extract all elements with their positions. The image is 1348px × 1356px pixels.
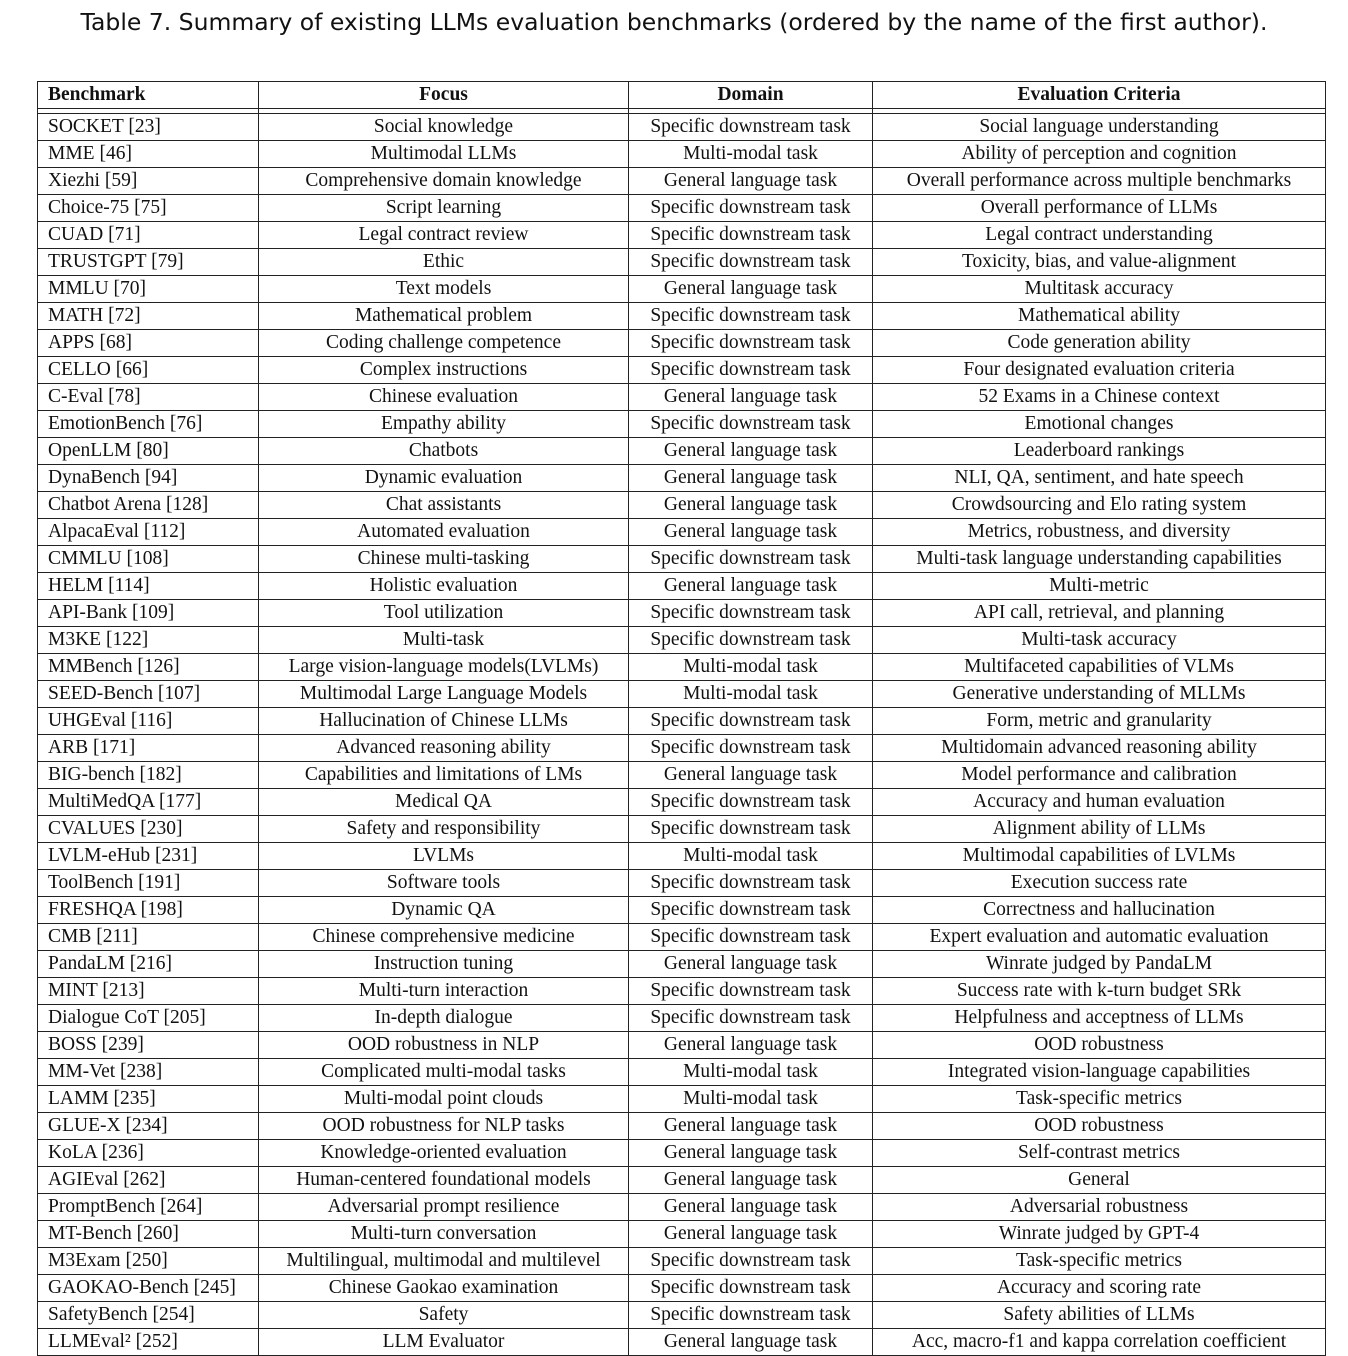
cell-focus: In-depth dialogue (259, 1005, 629, 1032)
table-row (38, 1086, 1326, 1113)
cell-focus: Hallucination of Chinese LLMs (259, 708, 629, 735)
cell-focus: Multimodal Large Language Models (259, 681, 629, 708)
cell-domain: Specific downstream task (629, 924, 873, 951)
cell-evaluation-criteria: Safety abilities of LLMs (873, 1302, 1326, 1329)
table-row (38, 924, 1326, 951)
cell-focus: Dynamic QA (259, 897, 629, 924)
cell-evaluation-criteria: Crowdsourcing and Elo rating system (873, 492, 1326, 519)
cell-domain: Multi-modal task (629, 681, 873, 708)
cell-benchmark: MATH [72] (38, 303, 259, 330)
cell-evaluation-criteria: Alignment ability of LLMs (873, 816, 1326, 843)
cell-focus: Medical QA (259, 789, 629, 816)
cell-benchmark: SOCKET [23] (38, 114, 259, 141)
cell-domain: General language task (629, 492, 873, 519)
cell-evaluation-criteria: Correctness and hallucination (873, 897, 1326, 924)
table-row (38, 654, 1326, 681)
cell-focus: Dynamic evaluation (259, 465, 629, 492)
cell-evaluation-criteria: Winrate judged by PandaLM (873, 951, 1326, 978)
table-row (38, 789, 1326, 816)
cell-evaluation-criteria: Social language understanding (873, 114, 1326, 141)
table-row (38, 1113, 1326, 1140)
table-row (38, 465, 1326, 492)
cell-domain: Specific downstream task (629, 411, 873, 438)
cell-benchmark: M3Exam [250] (38, 1248, 259, 1275)
cell-evaluation-criteria: OOD robustness (873, 1113, 1326, 1140)
cell-focus: Chinese evaluation (259, 384, 629, 411)
cell-benchmark: MMBench [126] (38, 654, 259, 681)
cell-domain: Specific downstream task (629, 789, 873, 816)
table-row (38, 276, 1326, 303)
cell-domain: General language task (629, 1167, 873, 1194)
cell-evaluation-criteria: Code generation ability (873, 330, 1326, 357)
cell-benchmark: DynaBench [94] (38, 465, 259, 492)
cell-evaluation-criteria: API call, retrieval, and planning (873, 600, 1326, 627)
table-row (38, 951, 1326, 978)
table-row (38, 492, 1326, 519)
cell-focus: Multilingual, multimodal and multilevel (259, 1248, 629, 1275)
cell-benchmark: BIG-bench [182] (38, 762, 259, 789)
cell-evaluation-criteria: Accuracy and scoring rate (873, 1275, 1326, 1302)
cell-benchmark: Choice-75 [75] (38, 195, 259, 222)
cell-domain: General language task (629, 1113, 873, 1140)
cell-domain: Specific downstream task (629, 708, 873, 735)
table-body (38, 109, 1326, 1356)
cell-focus: Legal contract review (259, 222, 629, 249)
cell-evaluation-criteria: Accuracy and human evaluation (873, 789, 1326, 816)
cell-benchmark: AlpacaEval [112] (38, 519, 259, 546)
cell-focus: Human-centered foundational models (259, 1167, 629, 1194)
cell-domain: General language task (629, 573, 873, 600)
cell-evaluation-criteria: Integrated vision-language capabilities (873, 1059, 1326, 1086)
cell-domain: Multi-modal task (629, 1086, 873, 1113)
cell-domain: Specific downstream task (629, 978, 873, 1005)
cell-benchmark: AGIEval [262] (38, 1167, 259, 1194)
cell-evaluation-criteria: Acc, macro-f1 and kappa correlation coefficient (873, 1329, 1326, 1356)
cell-benchmark: MME [46] (38, 141, 259, 168)
cell-benchmark: EmotionBench [76] (38, 411, 259, 438)
cell-focus: Knowledge-oriented evaluation (259, 1140, 629, 1167)
table-row (38, 681, 1326, 708)
cell-evaluation-criteria: Adversarial robustness (873, 1194, 1326, 1221)
table-caption: Table 7. Summary of existing LLMs evaluation benchmarks (ordered by the name of the first author). (80, 8, 1268, 36)
cell-evaluation-criteria: Ability of perception and cognition (873, 141, 1326, 168)
table-row (38, 1059, 1326, 1086)
cell-evaluation-criteria: Overall performance across multiple benchmarks (873, 168, 1326, 195)
cell-evaluation-criteria: Four designated evaluation criteria (873, 357, 1326, 384)
cell-focus: Complex instructions (259, 357, 629, 384)
cell-domain: Specific downstream task (629, 249, 873, 276)
table-row (38, 816, 1326, 843)
column-header-focus: Focus (259, 82, 629, 109)
table-row (38, 222, 1326, 249)
cell-focus: Mathematical problem (259, 303, 629, 330)
cell-domain: General language task (629, 168, 873, 195)
cell-domain: Specific downstream task (629, 1248, 873, 1275)
table-row (38, 1248, 1326, 1275)
cell-focus: Advanced reasoning ability (259, 735, 629, 762)
cell-evaluation-criteria: Leaderboard rankings (873, 438, 1326, 465)
cell-evaluation-criteria: General (873, 1167, 1326, 1194)
table-row (38, 438, 1326, 465)
cell-domain: Specific downstream task (629, 816, 873, 843)
cell-focus: Holistic evaluation (259, 573, 629, 600)
cell-benchmark: FRESHQA [198] (38, 897, 259, 924)
cell-focus: Safety and responsibility (259, 816, 629, 843)
table-row (38, 1032, 1326, 1059)
cell-domain: General language task (629, 519, 873, 546)
cell-benchmark: SEED-Bench [107] (38, 681, 259, 708)
cell-evaluation-criteria: Multifaceted capabilities of VLMs (873, 654, 1326, 681)
cell-focus: Multimodal LLMs (259, 141, 629, 168)
table-row (38, 357, 1326, 384)
cell-focus: Large vision-language models(LVLMs) (259, 654, 629, 681)
cell-domain: General language task (629, 1140, 873, 1167)
cell-benchmark: PromptBench [264] (38, 1194, 259, 1221)
cell-focus: Multi-task (259, 627, 629, 654)
cell-evaluation-criteria: Toxicity, bias, and value-alignment (873, 249, 1326, 276)
table-row (38, 141, 1326, 168)
cell-benchmark: CUAD [71] (38, 222, 259, 249)
cell-focus: Multi-turn interaction (259, 978, 629, 1005)
cell-evaluation-criteria: Model performance and calibration (873, 762, 1326, 789)
table-row (38, 303, 1326, 330)
cell-benchmark: SafetyBench [254] (38, 1302, 259, 1329)
cell-focus: OOD robustness in NLP (259, 1032, 629, 1059)
cell-benchmark: OpenLLM [80] (38, 438, 259, 465)
cell-benchmark: CMB [211] (38, 924, 259, 951)
cell-focus: Empathy ability (259, 411, 629, 438)
cell-evaluation-criteria: OOD robustness (873, 1032, 1326, 1059)
table-row (38, 600, 1326, 627)
cell-benchmark: GLUE-X [234] (38, 1113, 259, 1140)
table-row (38, 978, 1326, 1005)
cell-focus: Social knowledge (259, 114, 629, 141)
cell-evaluation-criteria: Multimodal capabilities of LVLMs (873, 843, 1326, 870)
cell-evaluation-criteria: Success rate with k-turn budget SRk (873, 978, 1326, 1005)
cell-evaluation-criteria: Self-contrast metrics (873, 1140, 1326, 1167)
cell-focus: OOD robustness for NLP tasks (259, 1113, 629, 1140)
cell-focus: Multi-turn conversation (259, 1221, 629, 1248)
table-row (38, 195, 1326, 222)
benchmark-table (37, 81, 1326, 1356)
cell-domain: General language task (629, 951, 873, 978)
cell-evaluation-criteria: Multitask accuracy (873, 276, 1326, 303)
cell-evaluation-criteria: Execution success rate (873, 870, 1326, 897)
table-row (38, 330, 1326, 357)
cell-focus: Chinese Gaokao examination (259, 1275, 629, 1302)
table-row (38, 708, 1326, 735)
table-row (38, 1302, 1326, 1329)
cell-benchmark: TRUSTGPT [79] (38, 249, 259, 276)
cell-focus: Chinese multi-tasking (259, 546, 629, 573)
cell-benchmark: KoLA [236] (38, 1140, 259, 1167)
cell-domain: General language task (629, 465, 873, 492)
cell-focus: Tool utilization (259, 600, 629, 627)
cell-focus: Capabilities and limitations of LMs (259, 762, 629, 789)
cell-domain: Specific downstream task (629, 546, 873, 573)
table-row (38, 1194, 1326, 1221)
cell-benchmark: Chatbot Arena [128] (38, 492, 259, 519)
cell-evaluation-criteria: Emotional changes (873, 411, 1326, 438)
table-row (38, 384, 1326, 411)
cell-domain: Multi-modal task (629, 654, 873, 681)
cell-benchmark: C-Eval [78] (38, 384, 259, 411)
cell-benchmark: PandaLM [216] (38, 951, 259, 978)
cell-domain: Specific downstream task (629, 735, 873, 762)
table-row (38, 114, 1326, 141)
cell-domain: Specific downstream task (629, 600, 873, 627)
cell-evaluation-criteria: Multi-task accuracy (873, 627, 1326, 654)
cell-focus: LLM Evaluator (259, 1329, 629, 1356)
cell-benchmark: API-Bank [109] (38, 600, 259, 627)
table-row (38, 168, 1326, 195)
cell-benchmark: MMLU [70] (38, 276, 259, 303)
cell-evaluation-criteria: Metrics, robustness, and diversity (873, 519, 1326, 546)
cell-focus: Multi-modal point clouds (259, 1086, 629, 1113)
table-row (38, 1140, 1326, 1167)
cell-domain: Specific downstream task (629, 870, 873, 897)
cell-focus: LVLMs (259, 843, 629, 870)
cell-focus: Script learning (259, 195, 629, 222)
cell-focus: Complicated multi-modal tasks (259, 1059, 629, 1086)
table-row (38, 249, 1326, 276)
table-row (38, 1167, 1326, 1194)
cell-evaluation-criteria: NLI, QA, sentiment, and hate speech (873, 465, 1326, 492)
cell-evaluation-criteria: Task-specific metrics (873, 1086, 1326, 1113)
cell-domain: Multi-modal task (629, 1059, 873, 1086)
cell-benchmark: BOSS [239] (38, 1032, 259, 1059)
cell-focus: Coding challenge competence (259, 330, 629, 357)
cell-domain: Specific downstream task (629, 303, 873, 330)
cell-domain: Specific downstream task (629, 1302, 873, 1329)
cell-benchmark: UHGEval [116] (38, 708, 259, 735)
cell-domain: Specific downstream task (629, 222, 873, 249)
cell-domain: Specific downstream task (629, 627, 873, 654)
cell-evaluation-criteria: Generative understanding of MLLMs (873, 681, 1326, 708)
table-row (38, 627, 1326, 654)
cell-benchmark: ToolBench [191] (38, 870, 259, 897)
cell-domain: General language task (629, 1329, 873, 1356)
cell-domain: Multi-modal task (629, 141, 873, 168)
cell-evaluation-criteria: Multidomain advanced reasoning ability (873, 735, 1326, 762)
column-header-domain: Domain (629, 82, 873, 109)
cell-domain: General language task (629, 384, 873, 411)
cell-benchmark: MultiMedQA [177] (38, 789, 259, 816)
table-row (38, 573, 1326, 600)
cell-evaluation-criteria: Overall performance of LLMs (873, 195, 1326, 222)
cell-domain: Specific downstream task (629, 330, 873, 357)
cell-focus: Comprehensive domain knowledge (259, 168, 629, 195)
cell-evaluation-criteria: Form, metric and granularity (873, 708, 1326, 735)
cell-focus: Chinese comprehensive medicine (259, 924, 629, 951)
cell-benchmark: APPS [68] (38, 330, 259, 357)
cell-focus: Instruction tuning (259, 951, 629, 978)
table-row (38, 519, 1326, 546)
column-header-evaluation-criteria: Evaluation Criteria (873, 82, 1326, 109)
column-header-benchmark: Benchmark (38, 82, 259, 109)
cell-benchmark: GAOKAO-Bench [245] (38, 1275, 259, 1302)
cell-benchmark: M3KE [122] (38, 627, 259, 654)
cell-benchmark: CVALUES [230] (38, 816, 259, 843)
cell-domain: General language task (629, 762, 873, 789)
table-row (38, 870, 1326, 897)
cell-evaluation-criteria: Legal contract understanding (873, 222, 1326, 249)
cell-domain: Specific downstream task (629, 195, 873, 222)
cell-focus: Automated evaluation (259, 519, 629, 546)
cell-focus: Safety (259, 1302, 629, 1329)
table-row (38, 1221, 1326, 1248)
table-row (38, 411, 1326, 438)
table-header (38, 82, 1326, 109)
cell-benchmark: Dialogue CoT [205] (38, 1005, 259, 1032)
table-row (38, 546, 1326, 573)
cell-domain: General language task (629, 1032, 873, 1059)
cell-domain: Specific downstream task (629, 897, 873, 924)
cell-evaluation-criteria: Multi-metric (873, 573, 1326, 600)
cell-evaluation-criteria: Task-specific metrics (873, 1248, 1326, 1275)
cell-benchmark: Xiezhi [59] (38, 168, 259, 195)
cell-evaluation-criteria: Helpfulness and acceptness of LLMs (873, 1005, 1326, 1032)
header-row (38, 82, 1326, 109)
cell-evaluation-criteria: Expert evaluation and automatic evaluation (873, 924, 1326, 951)
table-row (38, 762, 1326, 789)
cell-benchmark: MM-Vet [238] (38, 1059, 259, 1086)
cell-evaluation-criteria: Multi-task language understanding capabilities (873, 546, 1326, 573)
cell-domain: Specific downstream task (629, 1275, 873, 1302)
cell-evaluation-criteria: 52 Exams in a Chinese context (873, 384, 1326, 411)
cell-domain: Specific downstream task (629, 114, 873, 141)
cell-domain: General language task (629, 438, 873, 465)
table-row (38, 897, 1326, 924)
table-row (38, 1275, 1326, 1302)
cell-benchmark: LLMEval² [252] (38, 1329, 259, 1356)
cell-domain: Specific downstream task (629, 1005, 873, 1032)
table-row (38, 1005, 1326, 1032)
cell-benchmark: LAMM [235] (38, 1086, 259, 1113)
cell-evaluation-criteria: Mathematical ability (873, 303, 1326, 330)
table-row (38, 843, 1326, 870)
cell-domain: Multi-modal task (629, 843, 873, 870)
cell-benchmark: CMMLU [108] (38, 546, 259, 573)
cell-benchmark: HELM [114] (38, 573, 259, 600)
cell-domain: Specific downstream task (629, 357, 873, 384)
cell-benchmark: MT-Bench [260] (38, 1221, 259, 1248)
cell-domain: General language task (629, 1194, 873, 1221)
table-row (38, 735, 1326, 762)
cell-evaluation-criteria: Winrate judged by GPT-4 (873, 1221, 1326, 1248)
cell-focus: Text models (259, 276, 629, 303)
cell-focus: Chat assistants (259, 492, 629, 519)
cell-domain: General language task (629, 276, 873, 303)
cell-focus: Adversarial prompt resilience (259, 1194, 629, 1221)
cell-focus: Software tools (259, 870, 629, 897)
cell-focus: Chatbots (259, 438, 629, 465)
cell-benchmark: MINT [213] (38, 978, 259, 1005)
cell-benchmark: ARB [171] (38, 735, 259, 762)
table-row (38, 1329, 1326, 1356)
cell-benchmark: LVLM-eHub [231] (38, 843, 259, 870)
cell-benchmark: CELLO [66] (38, 357, 259, 384)
cell-domain: General language task (629, 1221, 873, 1248)
cell-focus: Ethic (259, 249, 629, 276)
